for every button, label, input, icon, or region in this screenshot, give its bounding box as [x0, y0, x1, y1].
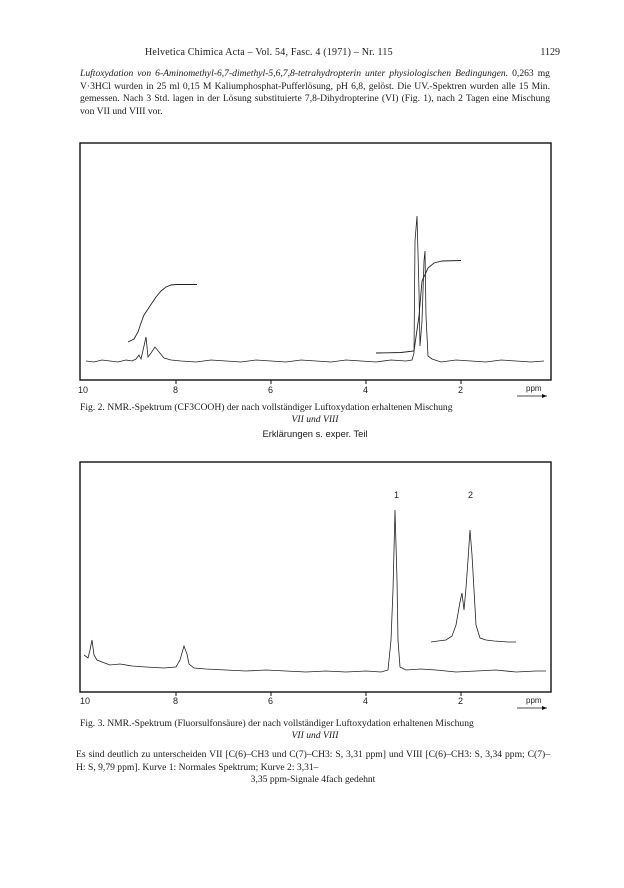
figure-3-tick-4: 4: [363, 696, 369, 706]
intro-title: Luftoxydation von 6-Aminomethyl-6,7-dimethyl-5,6,7,8-tetrahydropterin unter physiologischen Bedingungen.: [80, 68, 509, 79]
intro-paragraph: [80, 68, 550, 118]
intro-text: 0,263 mg V·3HCl wurden in 25 ml 0,15 M Kaliumphosphat-Pufferlösung, pH 6,8, gelöst. Die UV.-Spektren wurden alle 15 Min. gemessen. Nach 3 Std. lagen in der Lösung substituierte 7,8-Dihydropterine (VI) (Fig. 1), nach 2 Tagen eine Mischung von VII und VIII vor.: [80, 68, 550, 117]
figure-3-peak-label-2: 2: [468, 490, 474, 500]
page-number: 1129: [540, 47, 560, 58]
figure-2-ppm-arrow: [542, 394, 547, 398]
figure-2-axis: [78, 380, 551, 398]
figure-3-axis: [80, 692, 551, 710]
figure-2-frame: [80, 143, 551, 380]
figure-2-caption-note: Erklärungen s. exper. Teil: [262, 427, 368, 439]
figure-3-peak-label-1: 1: [394, 490, 400, 500]
figure-2-spectrum: [76, 141, 556, 399]
figure-2-caption: [80, 402, 550, 440]
figure-3-tick-8: 8: [173, 696, 179, 706]
figure-2-tick-8: 8: [173, 385, 179, 395]
figure-3-tick-2: 2: [458, 696, 464, 706]
figure-2-tick-6: 6: [268, 385, 274, 395]
figure-2-integral-left: [128, 285, 197, 343]
figure-3: [76, 460, 556, 714]
figure-3-ppm-arrow: [542, 706, 547, 710]
figure-2-tick-4: 4: [363, 385, 369, 395]
figure-3-frame: [80, 462, 551, 692]
figure-2-ppm-label: ppm: [526, 384, 542, 393]
figure-3-ppm-label: ppm: [526, 696, 542, 705]
figure-2-caption-main: Fig. 2. NMR.-Spektrum (CF3COOH) der nach vollständiger Luftoxydation erhaltenen Mischung: [80, 402, 453, 413]
footer-paragraph: [76, 749, 550, 787]
figure-3-spectrum: [76, 460, 556, 714]
footer-last-line: 3,35 ppm-Signale 4fach gedehnt: [250, 774, 376, 786]
figure-3-caption-center: VII und VIII: [291, 730, 339, 742]
figure-2: [76, 141, 556, 399]
running-head: [80, 47, 560, 61]
figure-3-tick-10: 10: [80, 696, 91, 706]
figure-2-tick-10: 10: [78, 385, 89, 395]
figure-2-caption-center: VII und VIII: [291, 414, 339, 426]
journal-title: Helvetica Chimica Acta – Vol. 54, Fasc. 4 (1971) – Nr. 115: [145, 47, 393, 58]
figure-3-caption: [80, 718, 550, 743]
figure-2-baseline: [86, 216, 544, 362]
figure-3-caption-main: Fig. 3. NMR.-Spektrum (Fluorsulfonsäure) der nach vollständiger Luftoxydation erhaltenen Mischung: [80, 718, 474, 729]
figure-3-tick-6: 6: [268, 696, 274, 706]
figure-3-curve-1: [84, 510, 546, 672]
figure-2-tick-2: 2: [458, 385, 464, 395]
footer-text: Es sind deutlich zu unterscheiden VII [C(6)–CH3 und C(7)–CH3: S, 3,31 ppm] und VIII [C(6)–CH3: S, 3,34 ppm; C(7)–H: S, 9,79 ppm]. Kurve 1: Normales Spektrum; Kurve 2: 3,31–: [76, 749, 550, 773]
figure-3-curve-2: [431, 530, 516, 642]
